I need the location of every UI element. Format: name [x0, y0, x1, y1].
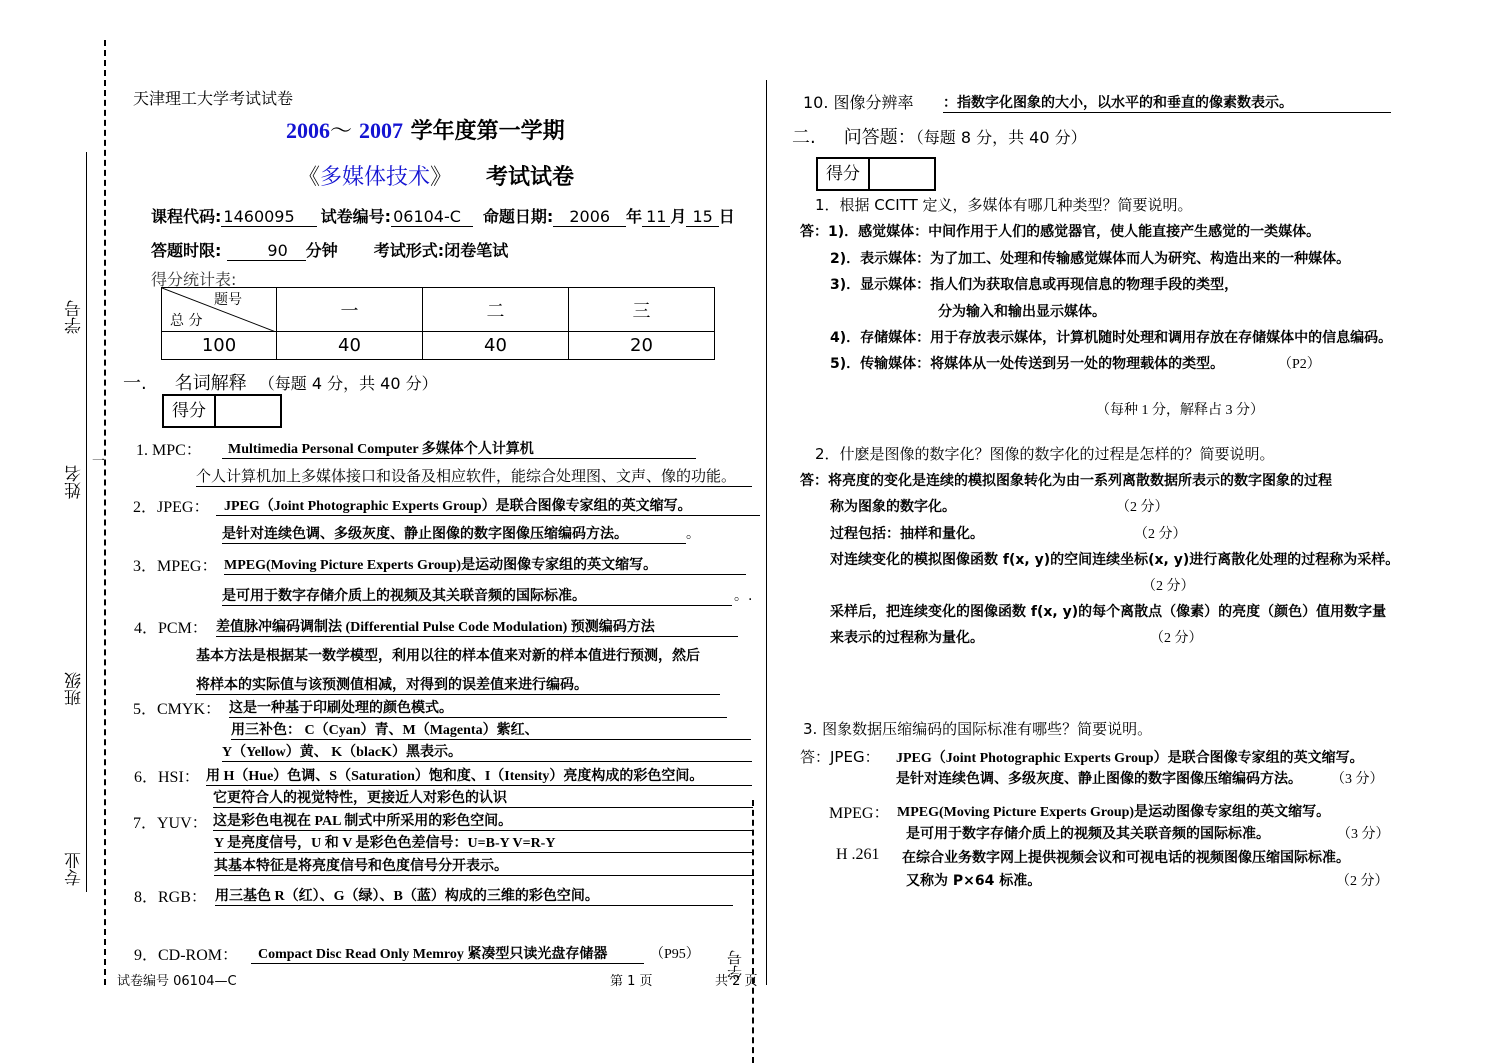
item-1-line-2: 个人计算机加上多媒体接口和设备及相应软件，能综合处理图、文声、像的功能。 [196, 465, 752, 487]
q3-mpeg-score: （3 分） [1337, 827, 1390, 842]
col-1-header: 一 [277, 288, 423, 332]
q1-ref: （P2） [1278, 357, 1321, 372]
q3-h261-score: （2 分） [1336, 874, 1389, 889]
item-4-line-1: 差值脉冲编码调制法 (Differential Pulse Code Modulation) 预测编码方法 [216, 616, 738, 637]
year-end: 2007 [359, 118, 403, 143]
term-title [286, 114, 565, 145]
score-1: 40 [277, 332, 423, 360]
item-8-label: 8．RGB： [134, 889, 207, 906]
section-2-note: （每题 8 分，共 40 分） [915, 128, 1087, 147]
q3-mpeg-label: MPEG： [829, 805, 890, 822]
item-3-label: 3．MPEG： [133, 558, 218, 575]
form-label: 考试形式: [373, 241, 445, 260]
stats-label: 得分统计表: [151, 270, 237, 289]
total-score: 100 [162, 332, 277, 360]
label-name: 姓名 [65, 465, 85, 499]
year-unit: 年 [626, 207, 643, 226]
section-2-heading [792, 123, 1087, 149]
month-unit: 月 [670, 207, 687, 226]
item-2-label: 2．JPEG： [133, 499, 210, 516]
course-info [151, 204, 735, 227]
year-start: 2006 [286, 118, 330, 143]
col-2-header: 二 [423, 288, 569, 332]
q3-question: 3. 图象数据压缩编码的国际标准有哪些？简要说明。 [803, 720, 1153, 738]
score-table [161, 287, 715, 360]
term-rest: 学年度第一学期 [403, 119, 565, 144]
binding-line-left [104, 40, 106, 985]
label-class: 班级 [65, 672, 85, 706]
item-9-end: （P95） [650, 947, 700, 962]
score-box-2-input[interactable] [870, 159, 934, 189]
course-code: 1460095 [221, 207, 316, 227]
header-question-no: 题号 [214, 292, 242, 308]
q2-answer-3: 过程包括：抽样和量化。 [830, 526, 984, 542]
title-open: 《 [298, 165, 321, 190]
q2-answer-4: 对连续变化的模拟图像函数 f(x, y)的空间连续坐标(x, y)进行离散化处理的过程称为采样。 [830, 552, 1400, 568]
q1-answer-4: 4)．存储媒体：用于存放表示媒体，计算机随时处理和调用存放在存储媒体中的信息编码。 [830, 330, 1393, 346]
title-suffix: 考试试卷 [486, 165, 575, 190]
item-4-line-3: 将样本的实际值与该预测值相减，对得到的误差值来进行编码。 [196, 674, 720, 695]
score-box-input[interactable] [216, 396, 280, 426]
exam-info [151, 238, 508, 261]
q3-mpeg-2: 是可用于数字存储介质上的视频及其关联音频的国际标准。 [906, 826, 1270, 842]
q3-jpeg-score: （3 分） [1331, 772, 1384, 787]
q1-answer-3: 3)．显示媒体：指人们为获取信息或再现信息的物理手段的类型， [830, 277, 1239, 293]
item-2-line-2: 是针对连续色调、多级灰度、静止图像的数字图像压缩编码方法。 [222, 523, 686, 544]
q2-score-4: （2 分） [1142, 579, 1195, 594]
score-2: 40 [423, 332, 569, 360]
school-name: 天津理工大学考试试卷 [133, 89, 294, 108]
score-box-label: 得分 [164, 396, 216, 426]
item-4-label: 4．PCM： [134, 620, 208, 637]
q3-h261-2: 又称为 P×64 标准。 [906, 873, 1042, 889]
q1-answer-3b: 分为输入和输出显示媒体。 [938, 304, 1106, 320]
header-total: 总 分 [170, 313, 203, 329]
item-9-label: 9．CD-ROM： [134, 947, 239, 964]
section-1-note: （每题 4 分，共 40 分） [258, 374, 438, 393]
title-close: 》 [430, 165, 453, 190]
side-mark: 一 [92, 454, 106, 469]
section-1-num: 一. [123, 373, 147, 394]
label-student-id: 学号 [65, 300, 85, 334]
student-info-line [86, 152, 87, 892]
date-label: 命题日期: [482, 207, 554, 226]
date-year: 2006 [553, 207, 626, 227]
item-1-label: 1. MPC： [136, 442, 202, 459]
item-7-label: 7．YUV： [133, 815, 208, 832]
page-separator [766, 80, 767, 985]
footer-paper-code: 试卷编号 06104—C [117, 974, 237, 989]
item-6-line-2: 它更符合人的视觉特性，更接近人对彩色的认识 [213, 787, 753, 808]
item-1-line-1: Multimedia Personal Computer 多媒体个人计算机 [222, 438, 696, 459]
day-unit: 日 [718, 207, 735, 226]
q1-question: 1．根据 CCITT 定义，多媒体有哪几种类型？简要说明。 [815, 196, 1193, 214]
label-student-id-right: 学号 [726, 950, 744, 980]
section-2-num: 二. [792, 127, 816, 148]
q2-score-2: （2 分） [1116, 500, 1169, 515]
q3-jpeg-label: 答：JPEG： [800, 748, 880, 766]
q2-answer-5: 采样后，把连续变化的图像函数 f(x, y)的每个离散点（像素）的亮度（颜色）值用数字量 [830, 604, 1387, 620]
q3-mpeg-1: MPEG(Moving Picture Experts Group)是运动图像专家组的英文缩写。 [897, 805, 1331, 820]
item-4-line-2: 基本方法是根据某一数学模型，利用以往的样本值来对新的样本值进行预测，然后 [196, 648, 700, 664]
q3-h261-label: H .261 [836, 846, 880, 863]
item-5-line-3: Y（Yellow）黄、 K（blacK）黑表示。 [222, 741, 752, 762]
item-2-end: 。 [686, 526, 700, 542]
q1-score: （每种 1 分，解释占 3 分） [1096, 403, 1264, 418]
item-8-line-1: 用三基色 R（红）、G（绿）、B（蓝）构成的三维的彩色空间。 [215, 885, 733, 906]
section-1-title: 名词解释 [174, 373, 247, 394]
item-6-label: 6．HSI： [134, 769, 200, 786]
paper-label: 试卷编号: [320, 207, 392, 226]
q2-question: 2．什麽是图像的数字化？图像的数字化的过程是怎样的？简要说明。 [815, 445, 1275, 463]
item-9-line-1: Compact Disc Read Only Memroy 紧凑型只读光盘存储器 [251, 943, 644, 964]
score-box-2 [816, 157, 936, 191]
q2-score-6: （2 分） [1150, 631, 1203, 646]
q1-answer-1: 答：1)．感觉媒体：中间作用于人们的感觉器官，使人能直接产生感觉的一类媒体。 [800, 224, 1321, 240]
score-box-2-label: 得分 [818, 159, 870, 189]
q2-answer-6: 来表示的过程称为量化。 [830, 630, 984, 646]
q2-answer-1: 答：将亮度的变化是连续的模拟图象转化为由一系列离散数据所表示的数字图象的过程 [800, 473, 1332, 489]
footer-page: 第 1 页 [610, 974, 653, 989]
item-3-line-2: 是可用于数字存储介质上的视频及其关联音频的国际标准。 [222, 585, 732, 606]
q3-jpeg-2: 是针对连续色调、多级灰度、静止图像的数字图像压缩编码方法。 [896, 771, 1302, 787]
label-major: 专业 [65, 852, 85, 886]
score-3: 20 [569, 332, 715, 360]
q3-jpeg-1: JPEG（Joint Photographic Experts Group）是联合图像专家组的英文缩写。 [896, 751, 1364, 766]
date-month: 11 [642, 207, 670, 227]
date-day: 15 [686, 207, 718, 227]
exam-title [298, 160, 574, 191]
item-7-line-1: 这是彩色电视在 PAL 制式中所采用的彩色空间。 [213, 810, 753, 831]
section-1-heading [123, 369, 438, 395]
item-6-line-1: 用 H（Hue）色调、S（Saturation）饱和度、I（Itensity）亮度构成的彩色空间。 [206, 765, 752, 786]
exam-form: 闭卷笔试 [444, 241, 509, 260]
item-7-line-3: 其基本特征是将亮度信号和色度信号分开表示。 [214, 855, 754, 876]
diag-header-cell [162, 288, 277, 332]
item-10-label: 10. 图像分辨率 [803, 93, 914, 112]
paper-code: 06104-C [391, 207, 473, 227]
q3-h261-1: 在综合业务数字网上提供视频会议和可视电话的视频图像压缩国际标准。 [902, 850, 1350, 866]
item-7-line-2: Y 是亮度信号，U 和 V 是彩色色差信号：U=B-Y V=R-Y [214, 832, 754, 853]
course-name: 多媒体技术 [320, 165, 431, 190]
item-3-line-1: MPEG(Moving Picture Experts Group)是运动图像专家组的英文缩写。 [224, 554, 746, 575]
q2-answer-2: 称为图象的数字化。 [830, 499, 956, 515]
time-limit: 90 [227, 241, 305, 261]
time-unit: 分钟 [305, 241, 338, 260]
code-label: 课程代码: [151, 207, 222, 226]
q1-answer-5: 5)．传输媒体：将媒体从一处传送到另一处的物理载体的类型。 [830, 356, 1225, 372]
col-3-header: 三 [569, 288, 715, 332]
q2-score-3: （2 分） [1134, 527, 1187, 542]
q1-answer-2: 2)．表示媒体：为了加工、处理和传输感觉媒体而人为研究、构造出来的一种媒体。 [830, 251, 1351, 267]
item-5-label: 5．CMYK： [133, 701, 222, 718]
footer-total-pages: 共 2 页 [715, 974, 758, 989]
term-sep: ～ [330, 119, 359, 144]
item-3-end: 。. [734, 588, 753, 604]
item-5-line-2: 用三补色： C（Cyan）青、M（Magenta）紫红、 [231, 719, 751, 740]
time-label: 答题时限: [151, 241, 222, 260]
item-2-line-1: JPEG（Joint Photographic Experts Group）是联合图像专家组的英文缩写。 [216, 495, 760, 516]
score-box-1 [162, 394, 282, 428]
item-5-line-1: 这是一种基于印刷处理的颜色模式。 [229, 697, 727, 718]
section-2-title: 问答题： [843, 127, 916, 148]
item-10-line-1: ：指数字化图象的大小，以水平的和垂直的像素数表示。 [943, 92, 1391, 113]
